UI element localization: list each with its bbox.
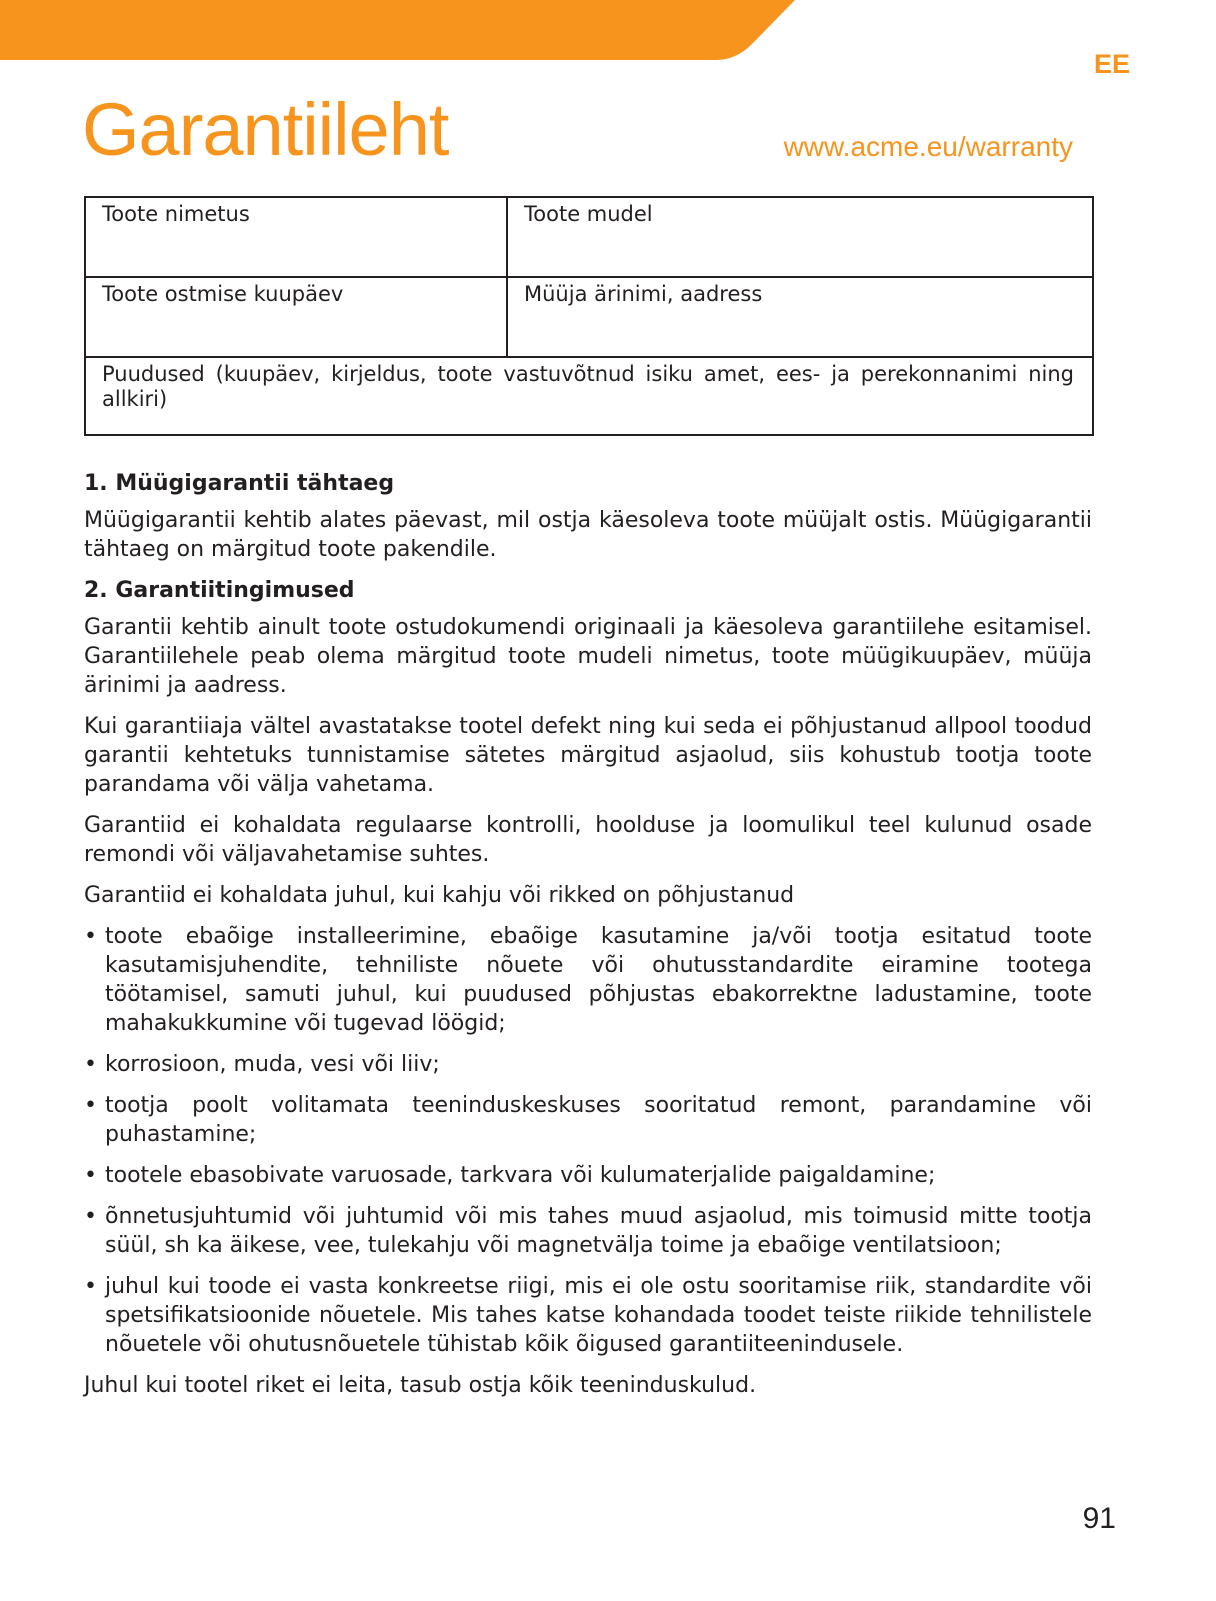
list-item [84,1272,1092,1359]
list-item [84,922,1092,1038]
bullet-icon: • [84,924,97,949]
product-model-cell[interactable] [507,197,1093,277]
list-item [84,1161,1092,1190]
warranty-form-table [84,196,1094,436]
seller-label: Müüja ärinimi, aadress [524,282,763,306]
page-title: Garantiileht [82,88,449,171]
section-1-heading: 1. Müügigarantii tähtaeg [84,471,395,496]
exclusion-list [84,922,1092,1359]
bullet-icon: • [84,1093,97,1118]
warranty-text [84,469,1092,1412]
list-item-text: korrosioon, muda, vesi või liiv; [105,1052,440,1077]
bullet-icon: • [84,1274,97,1299]
bullet-icon: • [84,1163,97,1188]
section-2-paragraph-5: Juhul kui tootel riket ei leita, tasub ostja kõik teeninduskulud. [84,1373,757,1398]
list-item [84,1202,1092,1260]
purchase-date-label: Toote ostmise kuupäev [102,282,344,306]
list-item-text: õnnetusjuhtumid või juhtumid või mis tahes muud asjaolud, mis toimusid mitte tootja süül, sh ka äikese, vee, tulekahju või magnetvälja toime ja ebaõige ventilatsioon; [105,1204,1092,1258]
list-item-text: tootja poolt volitamata teeninduskeskuses sooritatud remont, parandamine või puhastamine; [105,1093,1092,1147]
section-1-paragraph: Müügigarantii kehtib alates päevast, mil ostja käesoleva toote müüjalt ostis. Müügigarantii tähtaeg on märgitud toote pakendile. [84,508,1092,562]
seller-cell[interactable] [507,277,1093,357]
list-item-text: toote ebaõige installeerimine, ebaõige kasutamine ja/või tootja esitatud toote kasutamisjuhendite, tehniliste nõuete või ohutusstandardite eiramine tootega töötamisel, samuti juhul, kui puudused põhjustas ebakorrektne ladustamine, toote mahakukkumine või tugevad löögid; [105,924,1092,1036]
list-item [84,1091,1092,1149]
defects-cell[interactable] [85,357,1093,435]
purchase-date-cell[interactable] [85,277,507,357]
list-item-text: juhul kui toode ei vasta konkreetse riigi, mis ei ole ostu sooritamise riik, standardite või spetsifikatsioonide nõuetele. Mis tahes katse kohandada toodet teiste riikide tehnilistele nõuetele või ohutusnõuetele tühistab kõik õigused garantiiteenindusele. [105,1274,1092,1357]
section-2-paragraph-1: Garantii kehtib ainult toote ostudokumendi originaali ja käesoleva garantiilehe esitamisel. Garantiilehele peab olema märgitud toote mudeli nimetus, toote müügikuupäev, müüja ärinimi ja aadress. [84,615,1092,698]
warranty-url-link[interactable]: www.acme.eu/warranty [783,131,1073,162]
product-name-label: Toote nimetus [102,202,250,226]
page-number: 91 [1082,1502,1116,1535]
section-2-paragraph-2: Kui garantiiaja vältel avastatakse tootel defekt ning kui seda ei põhjustanud allpool toodud garantii kehtetuks tunnistamise sätetes märgitud asjaolud, siis kohustub tootja toote parandama või välja vahetama. [84,714,1092,797]
list-item-text: tootele ebasobivate varuosade, tarkvara või kulumaterjalide paigaldamine; [105,1163,936,1188]
product-model-label: Toote mudel [524,202,653,226]
product-name-cell[interactable] [85,197,507,277]
bullet-icon: • [84,1204,97,1229]
section-2-paragraph-3: Garantiid ei kohaldata regulaarse kontrolli, hoolduse ja loomulikul teel kulunud osade remondi või väljavahetamise suhtes. [84,813,1092,867]
defects-label: Puudused (kuupäev, kirjeldus, toote vastuvõtnud isiku amet, ees- ja perekonnanimi ning allkiri) [102,362,1074,411]
bullet-icon: • [84,1052,97,1077]
section-2-heading: 2. Garantiitingimused [84,578,355,603]
section-2-paragraph-4: Garantiid ei kohaldata juhul, kui kahju või rikked on põhjustanud [84,883,795,908]
language-code: EE [1093,49,1130,79]
list-item [84,1050,1092,1079]
orange-header-band [0,0,820,62]
